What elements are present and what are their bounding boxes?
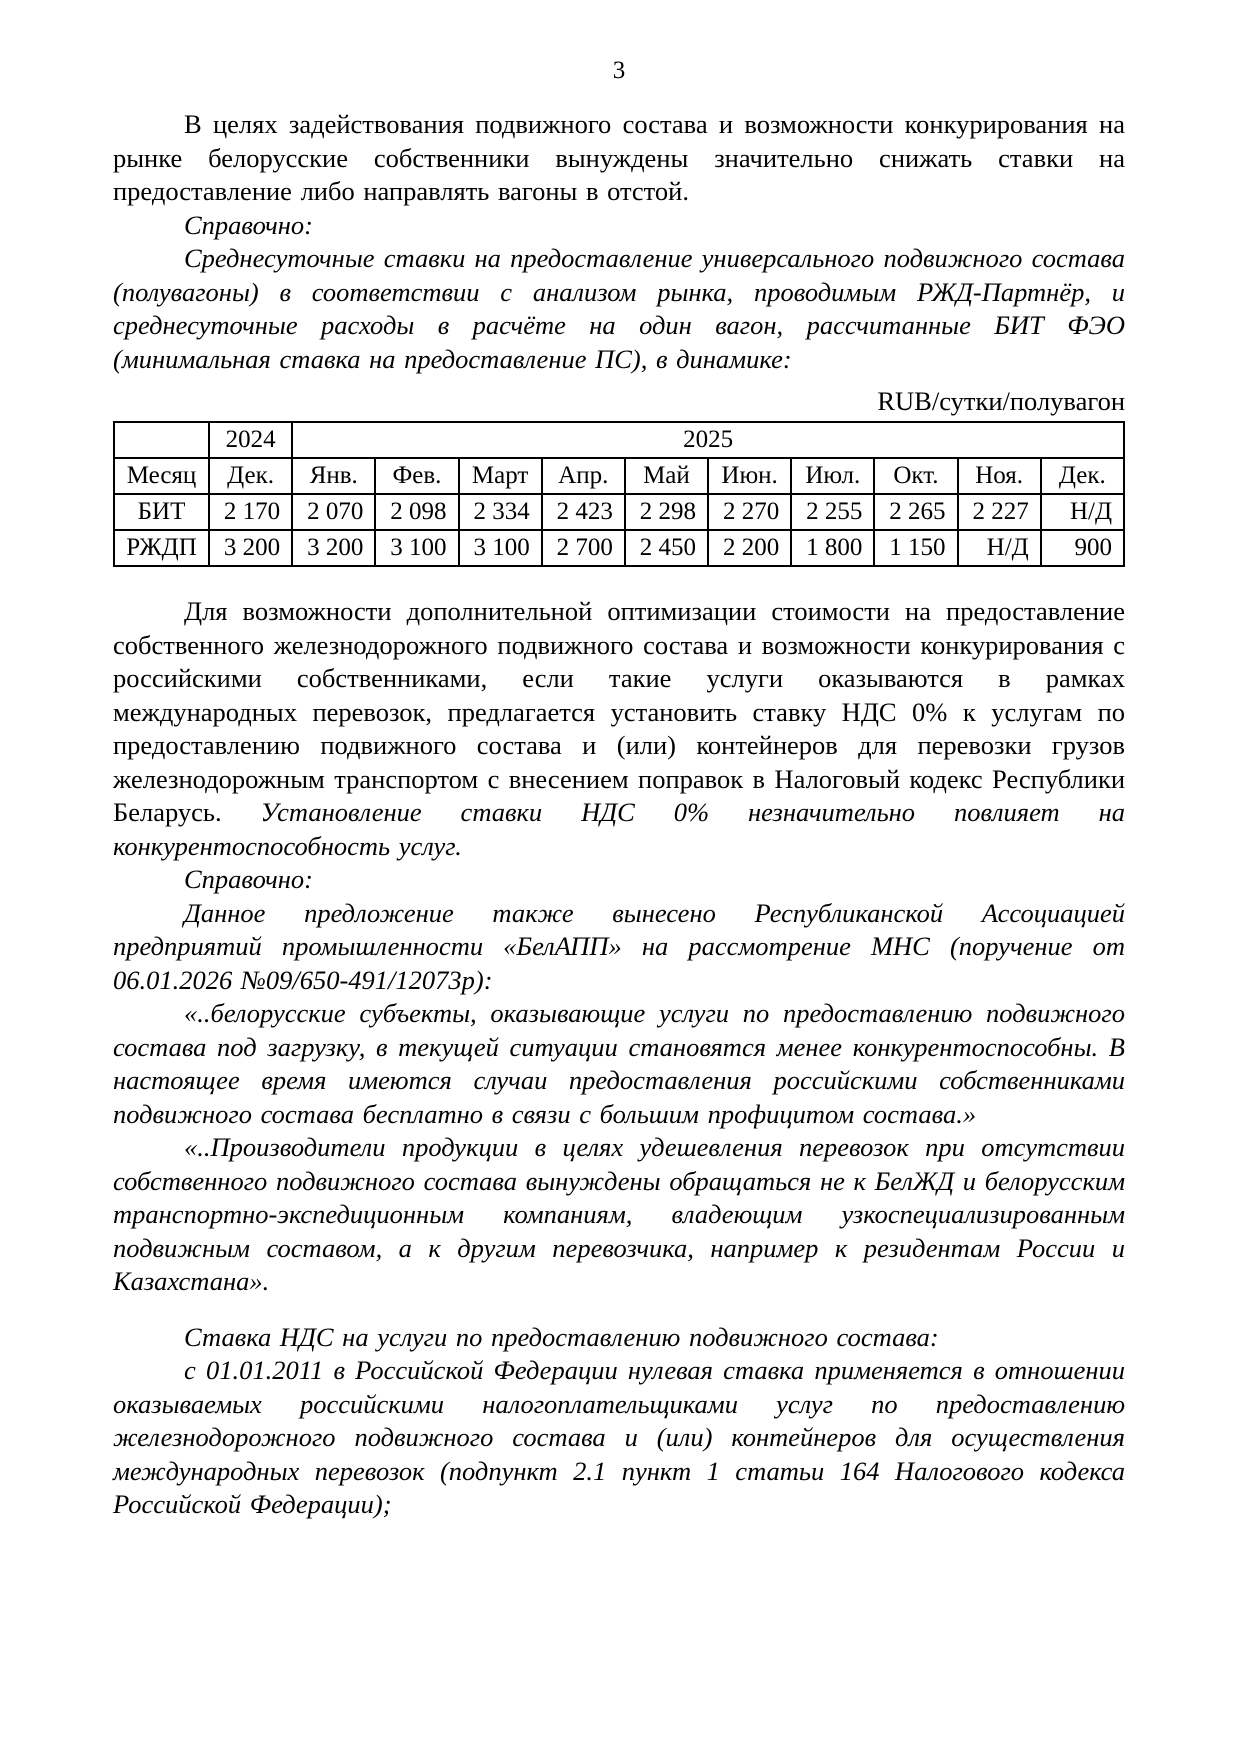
- proposal-normal-text: Для возможности дополнительной оптимизации стоимости на предоставление собственного железнодорожного подвижного состава и возможности конкурирования с российскими собственниками, если такие услуги оказываются в рамках международных перевозок, предлагается установить ставку НДС 0% к услугам по предоставлению подвижного состава и (или) контейнеров для перевозки грузов железнодорожным транспортом с внесением поправок в Налоговый кодекс Республики Беларусь.: [113, 596, 1125, 827]
- reference-label-1: Справочно:: [184, 209, 314, 240]
- month-cell: Окт.: [874, 458, 957, 494]
- value-cell: 2 255: [791, 494, 874, 530]
- value-cell: 900: [1041, 530, 1124, 566]
- year-2025-cell: 2025: [292, 422, 1124, 458]
- year-row-empty-cell: [114, 422, 209, 458]
- value-cell: 2 200: [708, 530, 791, 566]
- row-label-cell: БИТ: [114, 494, 209, 530]
- table-row-rzhdp: [114, 530, 1124, 566]
- value-cell: Н/Д: [1041, 494, 1124, 530]
- table-row-bit: [114, 494, 1124, 530]
- value-cell: 2 227: [958, 494, 1041, 530]
- reference-label-2: Справочно:: [184, 864, 314, 894]
- vat-rate-text: с 01.01.2011 в Российской Федерации нулевая ставка применяется в отношении оказываемых российскими налогоплательщиками услуг по предоставлению железнодорожного подвижного состава и (или) контейнеров для осуществления международных перевозок (подпункт 2.1 пункт 1 статьи 164 Налогового кодекса Российской Федерации);: [113, 1355, 1125, 1519]
- month-cell: Июл.: [791, 458, 874, 494]
- paragraph-intro: В целях задействования подвижного состава и возможности конкурирования на рынке белорусские собственники вынуждены значительно снижать ставки на предоставление либо направлять вагоны в отстой.: [113, 109, 1125, 206]
- table-unit-label: RUB/сутки/полувагон: [877, 386, 1125, 416]
- value-cell: 2 423: [542, 494, 625, 530]
- value-cell: 1 800: [791, 530, 874, 566]
- month-header-cell: Месяц: [114, 458, 209, 494]
- paragraph-proposal: [113, 595, 1125, 863]
- value-cell: 2 700: [542, 530, 625, 566]
- quote-belarus-subjects: «..белорусские субъекты, оказывающие услуги по предоставлению подвижного состава под загрузку, в текущей ситуации становятся менее конкурентоспособны. В настоящее время имеются случаи предоставления российскими собственниками подвижного состава бесплатно в связи с большим профицитом состава.»: [113, 998, 1125, 1129]
- reference-text-1: Среднесуточные ставки на предоставление универсального подвижного состава (полувагоны) в соответствии с анализом рынка, проводимым РЖД-Партнёр, и среднесуточные расходы в расчёте на один вагон, рассчитанные БИТ ФЭО (минимальная ставка на предоставление ПС), в динамике:: [113, 243, 1125, 374]
- month-cell: Апр.: [542, 458, 625, 494]
- reference-text-2: Данное предложение также вынесено Республиканской Ассоциацией предприятий промышленности «БелАПП» на рассмотрение МНС (поручение от 06.01.2026 №09/650-491/12073р):: [113, 897, 1125, 995]
- value-cell: 2 070: [292, 494, 375, 530]
- rates-table: [113, 421, 1125, 567]
- value-cell: 3 200: [209, 530, 292, 566]
- value-cell: 3 100: [375, 530, 458, 566]
- month-cell: Май: [625, 458, 708, 494]
- proposal-italic-text: Установление ставки НДС 0% незначительно повлияет на конкурентоспособность услуг.: [113, 797, 1125, 861]
- month-cell: Дек.: [1041, 458, 1124, 494]
- month-cell: Фев.: [375, 458, 458, 494]
- quote-producers: «..Производители продукции в целях удешевления перевозок при отсутствии собственного подвижного состава вынуждены обращаться не к БелЖД и белорусским транспортно-экспедиционным компаниям, владеющим узкоспециализированным подвижным составом, а к другим перевозчика, например к резидентам России и Казахстана».: [113, 1132, 1125, 1296]
- value-cell: 3 100: [459, 530, 542, 566]
- value-cell: 2 298: [625, 494, 708, 530]
- vat-rate-heading: Ставка НДС на услуги по предоставлению подвижного состава:: [184, 1321, 939, 1352]
- value-cell: 2 170: [209, 494, 292, 530]
- value-cell: 2 098: [375, 494, 458, 530]
- value-cell: 3 200: [292, 530, 375, 566]
- value-cell: 2 270: [708, 494, 791, 530]
- page-number: 3: [612, 57, 626, 84]
- month-cell: Март: [459, 458, 542, 494]
- year-2024-cell: 2024: [209, 422, 292, 458]
- value-cell: 2 334: [459, 494, 542, 530]
- month-cell: Дек.: [209, 458, 292, 494]
- month-cell: Ноя.: [958, 458, 1041, 494]
- table-month-header-row: [114, 458, 1124, 494]
- month-cell: Июн.: [708, 458, 791, 494]
- month-cell: Янв.: [292, 458, 375, 494]
- value-cell: 1 150: [874, 530, 957, 566]
- value-cell: Н/Д: [958, 530, 1041, 566]
- value-cell: 2 265: [874, 494, 957, 530]
- table-year-row: [114, 422, 1124, 458]
- row-label-cell: РЖДП: [114, 530, 209, 566]
- value-cell: 2 450: [625, 530, 708, 566]
